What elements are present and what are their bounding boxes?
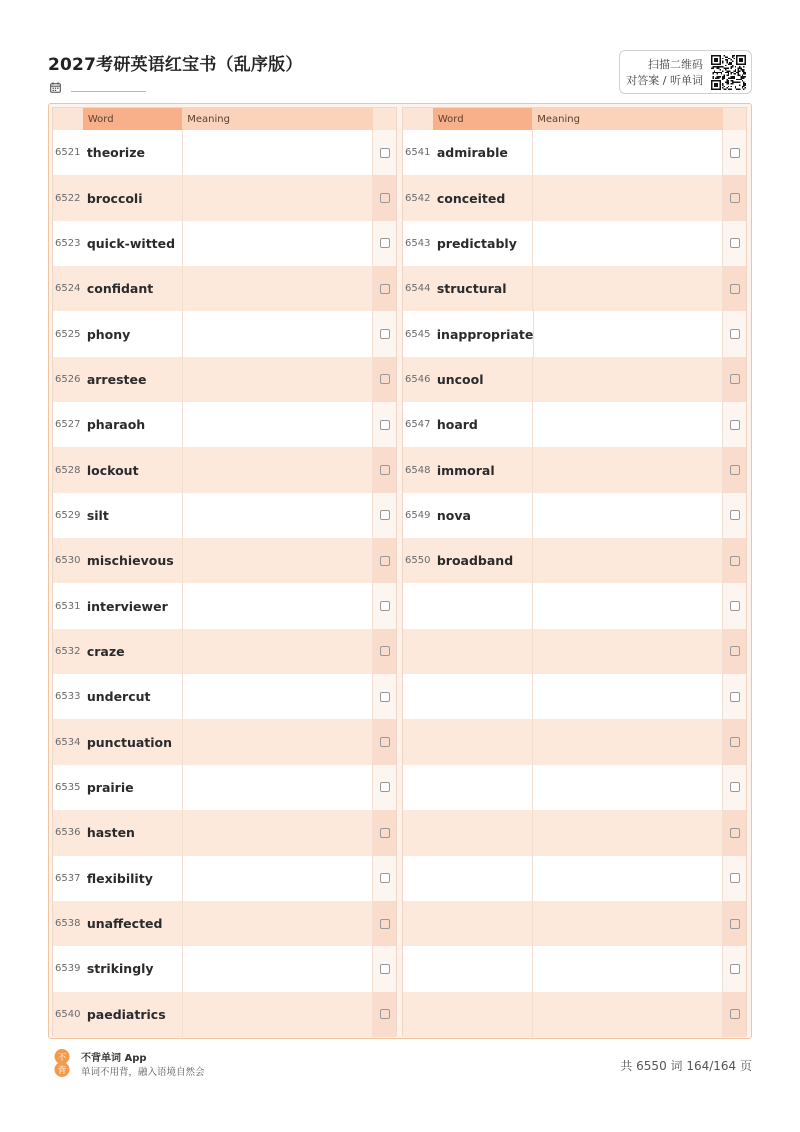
check-cell xyxy=(373,493,396,538)
meaning-cell[interactable] xyxy=(182,810,373,855)
logo-char-bottom: 背 xyxy=(57,1065,67,1076)
qr-caption-line2: 对答案 / 听单词 xyxy=(626,74,703,87)
check-cell xyxy=(723,629,746,674)
meaning-cell[interactable] xyxy=(182,538,373,583)
app-name: 不背单词 App xyxy=(81,1053,147,1064)
word-number: 6535 xyxy=(55,781,81,793)
meaning-cell[interactable] xyxy=(182,583,373,628)
word-table-left xyxy=(52,107,397,1036)
qr-caption-line1: 扫描二维码 xyxy=(648,58,703,71)
meaning-cell[interactable] xyxy=(532,856,723,901)
checkbox[interactable] xyxy=(730,465,740,475)
checkbox[interactable] xyxy=(380,374,390,384)
meaning-cell[interactable] xyxy=(532,538,723,583)
meaning-cell[interactable] xyxy=(532,719,723,764)
word-text: lockout xyxy=(86,462,139,478)
checkbox[interactable] xyxy=(730,148,740,158)
check-cell xyxy=(373,674,396,719)
table-row xyxy=(53,719,396,764)
word-number: 6537 xyxy=(55,872,81,884)
checkbox[interactable] xyxy=(730,238,740,248)
check-cell xyxy=(723,810,746,855)
word-text: unaffected xyxy=(86,916,163,932)
table-row xyxy=(403,538,746,583)
check-cell xyxy=(723,856,746,901)
logo-char-top: 不 xyxy=(57,1052,67,1063)
word-text: predictably xyxy=(436,235,517,251)
meaning-cell[interactable] xyxy=(532,674,723,719)
word-text: immoral xyxy=(436,462,495,478)
word-text: hoard xyxy=(436,417,478,433)
table-row xyxy=(403,130,746,175)
meaning-cell[interactable] xyxy=(182,992,373,1037)
table-row xyxy=(403,221,746,266)
checkbox[interactable] xyxy=(730,782,740,792)
checkbox[interactable] xyxy=(380,692,390,702)
word-text: silt xyxy=(86,507,109,523)
check-cell xyxy=(373,221,396,266)
table-row xyxy=(53,946,396,991)
header-check-cell xyxy=(723,108,746,130)
word-text: phony xyxy=(86,326,131,342)
check-cell xyxy=(723,992,746,1037)
check-cell xyxy=(723,765,746,810)
checkbox[interactable] xyxy=(730,828,740,838)
header-meaning: Meaning xyxy=(182,108,373,130)
checkbox[interactable] xyxy=(730,374,740,384)
word-text: craze xyxy=(86,643,125,659)
table-row xyxy=(53,447,396,492)
check-cell xyxy=(373,402,396,447)
check-cell xyxy=(723,674,746,719)
check-cell xyxy=(723,493,746,538)
checkbox[interactable] xyxy=(730,1009,740,1019)
word-text: quick-witted xyxy=(86,235,176,251)
word-text: uncool xyxy=(436,371,484,387)
checkbox[interactable] xyxy=(730,329,740,339)
check-cell xyxy=(723,901,746,946)
word-table-frame xyxy=(48,103,752,1039)
word-text: conceited xyxy=(436,190,506,206)
meaning-cell[interactable] xyxy=(532,901,723,946)
page-footer xyxy=(48,1047,752,1081)
meaning-cell[interactable] xyxy=(182,266,373,311)
meaning-cell[interactable] xyxy=(182,311,373,356)
qr-card[interactable] xyxy=(619,50,752,94)
check-cell xyxy=(373,946,396,991)
word-text: undercut xyxy=(86,689,151,705)
meaning-cell[interactable] xyxy=(182,674,373,719)
table-row xyxy=(53,357,396,402)
meaning-cell[interactable] xyxy=(182,175,373,220)
meaning-cell[interactable] xyxy=(182,402,373,447)
checkbox[interactable] xyxy=(380,782,390,792)
page-header xyxy=(48,48,752,98)
check-cell xyxy=(723,357,746,402)
word-number: 6524 xyxy=(55,283,81,295)
check-cell xyxy=(373,538,396,583)
qr-caption xyxy=(626,57,703,89)
table-row xyxy=(53,493,396,538)
check-cell xyxy=(723,583,746,628)
word-text: broccoli xyxy=(86,190,143,206)
table-header-right xyxy=(403,108,746,130)
checkbox[interactable] xyxy=(380,601,390,611)
table-row xyxy=(53,266,396,311)
checkbox[interactable] xyxy=(730,737,740,747)
check-cell xyxy=(373,266,396,311)
word-text: arrestee xyxy=(86,371,147,387)
table-row xyxy=(403,583,746,628)
page-title: 2027考研英语红宝书（乱序版） xyxy=(48,55,303,75)
table-row xyxy=(53,175,396,220)
meaning-cell[interactable] xyxy=(182,901,373,946)
meaning-cell[interactable] xyxy=(532,357,723,402)
checkbox[interactable] xyxy=(380,964,390,974)
word-table-right xyxy=(402,107,747,1036)
check-cell xyxy=(373,629,396,674)
header-word: Word xyxy=(433,108,532,130)
table-row xyxy=(403,810,746,855)
checkbox[interactable] xyxy=(380,828,390,838)
table-row xyxy=(403,402,746,447)
word-text: prairie xyxy=(86,779,134,795)
checkbox[interactable] xyxy=(730,873,740,883)
table-row xyxy=(53,765,396,810)
check-cell xyxy=(723,402,746,447)
table-row xyxy=(53,901,396,946)
checkbox[interactable] xyxy=(730,284,740,294)
check-cell xyxy=(373,583,396,628)
check-cell xyxy=(723,447,746,492)
check-cell xyxy=(723,175,746,220)
app-slogan: 单词不用背，融入语境自然会 xyxy=(81,1067,205,1078)
word-number: 6534 xyxy=(55,736,81,748)
word-number: 6545 xyxy=(405,328,431,340)
checkbox[interactable] xyxy=(730,919,740,929)
check-cell xyxy=(723,130,746,175)
table-row xyxy=(53,992,396,1037)
word-text: paediatrics xyxy=(86,1006,166,1022)
word-number: 6521 xyxy=(55,147,81,159)
meaning-cell[interactable] xyxy=(532,130,723,175)
word-number: 6543 xyxy=(405,237,431,249)
table-row xyxy=(403,357,746,402)
word-text: admirable xyxy=(436,145,508,161)
word-number: 6529 xyxy=(55,509,81,521)
meaning-cell[interactable] xyxy=(532,946,723,991)
word-number: 6526 xyxy=(55,373,81,385)
checkbox[interactable] xyxy=(730,601,740,611)
word-number: 6532 xyxy=(55,645,81,657)
word-number: 6531 xyxy=(55,600,81,612)
word-number: 6522 xyxy=(55,192,81,204)
checkbox[interactable] xyxy=(380,873,390,883)
word-text: broadband xyxy=(436,553,514,569)
meaning-cell[interactable] xyxy=(532,175,723,220)
word-number: 6542 xyxy=(405,192,431,204)
check-cell xyxy=(373,357,396,402)
check-cell xyxy=(723,538,746,583)
table-row xyxy=(53,130,396,175)
meaning-cell[interactable] xyxy=(532,221,723,266)
meaning-cell[interactable] xyxy=(182,946,373,991)
meaning-cell[interactable] xyxy=(182,765,373,810)
checkbox[interactable] xyxy=(730,964,740,974)
table-row xyxy=(53,402,396,447)
meaning-cell[interactable] xyxy=(182,221,373,266)
checkbox[interactable] xyxy=(380,420,390,430)
word-number: 6549 xyxy=(405,509,431,521)
checkbox[interactable] xyxy=(730,193,740,203)
check-cell xyxy=(373,175,396,220)
word-text: pharaoh xyxy=(86,417,146,433)
table-row xyxy=(53,583,396,628)
word-number: 6540 xyxy=(55,1008,81,1020)
checkbox[interactable] xyxy=(380,646,390,656)
word-text: mischievous xyxy=(86,553,174,569)
date-row xyxy=(50,82,146,93)
table-header-left xyxy=(53,108,396,130)
meaning-cell[interactable] xyxy=(532,447,723,492)
word-number: 6530 xyxy=(55,555,81,567)
table-row xyxy=(403,266,746,311)
table-row xyxy=(403,901,746,946)
checkbox[interactable] xyxy=(730,646,740,656)
checkbox[interactable] xyxy=(380,193,390,203)
check-cell xyxy=(723,946,746,991)
word-number: 6523 xyxy=(55,237,81,249)
word-number: 6550 xyxy=(405,555,431,567)
word-number: 6538 xyxy=(55,918,81,930)
word-number: 6528 xyxy=(55,464,81,476)
header-number-cell xyxy=(403,108,433,130)
meaning-cell[interactable] xyxy=(532,493,723,538)
word-text: structural xyxy=(436,281,507,297)
table-row xyxy=(53,856,396,901)
table-row xyxy=(403,493,746,538)
table-row xyxy=(403,765,746,810)
check-cell xyxy=(723,221,746,266)
qr-code-icon[interactable] xyxy=(711,55,746,90)
checkbox[interactable] xyxy=(380,148,390,158)
check-cell xyxy=(373,311,396,356)
checkbox[interactable] xyxy=(730,692,740,702)
table-row xyxy=(403,447,746,492)
meaning-cell[interactable] xyxy=(532,583,723,628)
table-row xyxy=(53,538,396,583)
check-cell xyxy=(373,765,396,810)
word-text: strikingly xyxy=(86,961,154,977)
word-number: 6544 xyxy=(405,283,431,295)
header-word: Word xyxy=(83,108,182,130)
meaning-cell[interactable] xyxy=(182,130,373,175)
meaning-cell[interactable] xyxy=(532,266,723,311)
checkbox[interactable] xyxy=(380,737,390,747)
table-row xyxy=(53,311,396,356)
meaning-cell[interactable] xyxy=(532,992,723,1037)
word-number: 6548 xyxy=(405,464,431,476)
word-number: 6539 xyxy=(55,963,81,975)
word-text: confidant xyxy=(86,281,154,297)
check-cell xyxy=(373,856,396,901)
check-cell xyxy=(373,130,396,175)
checkbox[interactable] xyxy=(730,420,740,430)
meaning-cell[interactable] xyxy=(533,311,723,356)
header-meaning: Meaning xyxy=(532,108,723,130)
word-text: inappropriate xyxy=(436,326,534,342)
table-row xyxy=(403,992,746,1037)
meaning-cell[interactable] xyxy=(182,447,373,492)
check-cell xyxy=(373,992,396,1037)
word-text: interviewer xyxy=(86,598,168,614)
table-row xyxy=(403,719,746,764)
meaning-cell[interactable] xyxy=(532,810,723,855)
check-cell xyxy=(373,810,396,855)
word-number: 6527 xyxy=(55,419,81,431)
date-field[interactable] xyxy=(71,84,146,92)
checkbox[interactable] xyxy=(380,465,390,475)
meaning-cell[interactable] xyxy=(532,765,723,810)
word-text: theorize xyxy=(86,145,145,161)
check-cell xyxy=(373,719,396,764)
rows-left xyxy=(53,130,396,1037)
table-row xyxy=(403,674,746,719)
table-row xyxy=(53,629,396,674)
check-cell xyxy=(373,901,396,946)
meaning-cell[interactable] xyxy=(182,856,373,901)
word-text: hasten xyxy=(86,825,135,841)
word-number: 6547 xyxy=(405,419,431,431)
header-check-cell xyxy=(373,108,396,130)
meaning-cell[interactable] xyxy=(532,629,723,674)
rows-right xyxy=(403,130,746,1037)
header-number-cell xyxy=(53,108,83,130)
word-text: nova xyxy=(436,507,471,523)
meaning-cell[interactable] xyxy=(182,357,373,402)
app-logo-icon xyxy=(51,1049,73,1077)
checkbox[interactable] xyxy=(730,510,740,520)
checkbox[interactable] xyxy=(380,556,390,566)
word-number: 6546 xyxy=(405,373,431,385)
checkbox[interactable] xyxy=(380,1009,390,1019)
checkbox[interactable] xyxy=(380,329,390,339)
table-row xyxy=(403,946,746,991)
checkbox[interactable] xyxy=(380,284,390,294)
table-row xyxy=(53,221,396,266)
word-text: flexibility xyxy=(86,870,153,886)
word-number: 6541 xyxy=(405,147,431,159)
checkbox[interactable] xyxy=(380,510,390,520)
checkbox[interactable] xyxy=(730,556,740,566)
check-cell xyxy=(373,447,396,492)
table-row xyxy=(403,629,746,674)
checkbox[interactable] xyxy=(380,919,390,929)
table-row xyxy=(403,856,746,901)
meaning-cell[interactable] xyxy=(182,493,373,538)
table-row xyxy=(53,810,396,855)
word-text: punctuation xyxy=(86,734,173,750)
word-number: 6536 xyxy=(55,827,81,839)
table-row xyxy=(403,175,746,220)
page-info: 共 6550 词 164/164 页 xyxy=(620,1059,752,1073)
meaning-cell[interactable] xyxy=(182,719,373,764)
word-number: 6533 xyxy=(55,691,81,703)
checkbox[interactable] xyxy=(380,238,390,248)
check-cell xyxy=(723,719,746,764)
calendar-icon xyxy=(50,82,61,93)
check-cell xyxy=(723,266,746,311)
table-row xyxy=(403,311,746,356)
table-row xyxy=(53,674,396,719)
meaning-cell[interactable] xyxy=(532,402,723,447)
meaning-cell[interactable] xyxy=(182,629,373,674)
check-cell xyxy=(723,311,746,356)
word-number: 6525 xyxy=(55,328,81,340)
